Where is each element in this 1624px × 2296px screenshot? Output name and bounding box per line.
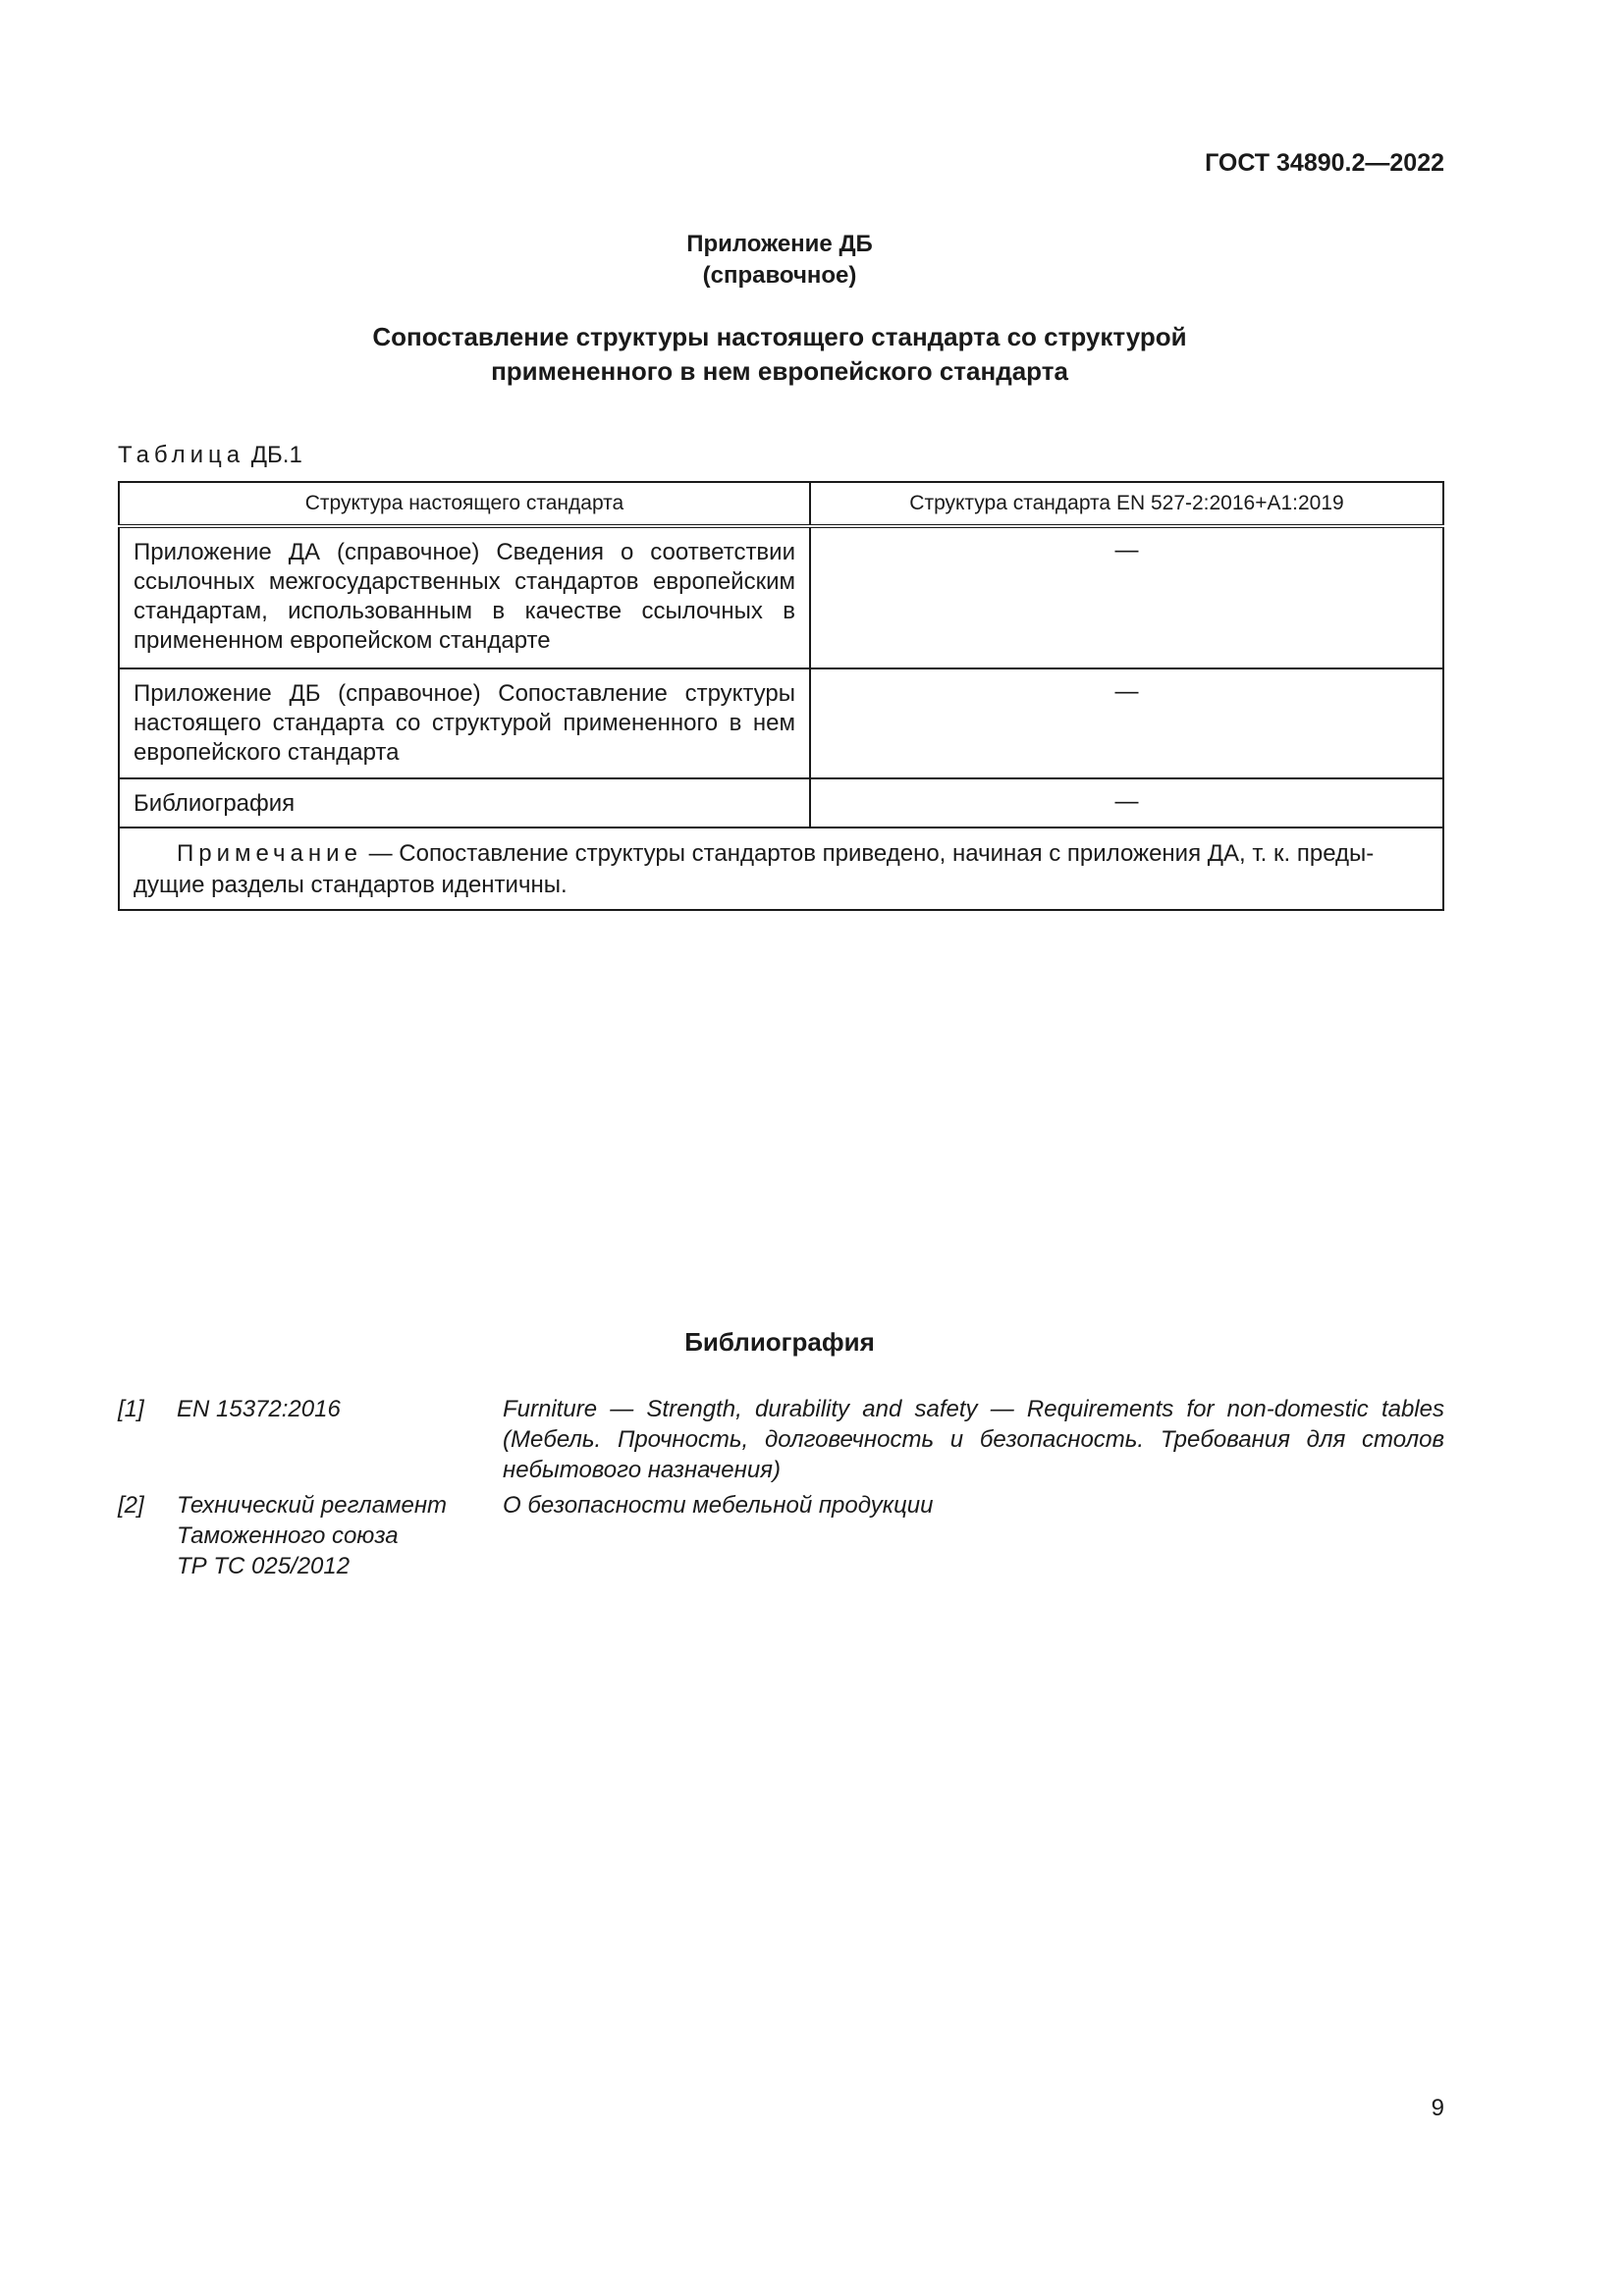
appendix-subtitle: (справочное) bbox=[702, 262, 857, 289]
table-caption-label: Таблица bbox=[118, 442, 245, 468]
bibliography-entry-title: О безопасности мебельной продукции bbox=[503, 1492, 934, 1519]
bibliography-entry-title: Furniture — Strength, durability and safety — Requirements for non-domestic tables (Мебель. Прочность, долговечность и безопасность. Требования для столов небытового назначения) bbox=[503, 1396, 1444, 1483]
table-cell-en: — bbox=[810, 668, 1443, 778]
bibliography-entry bbox=[118, 1490, 1444, 1581]
table-row bbox=[119, 778, 1443, 828]
section-title-line-2: примененного в нем европейского стандарта bbox=[491, 356, 1068, 386]
appendix-heading bbox=[0, 229, 1559, 292]
table-note-row bbox=[119, 828, 1443, 910]
table-header-en-standard: Структура стандарта EN 527-2:2016+A1:2019 bbox=[810, 482, 1443, 526]
bibliography-entry-number: [1] bbox=[118, 1396, 144, 1422]
table-cell-en: — bbox=[810, 778, 1443, 828]
bibliography-entry-reference: Технический регламент Таможенного союза ТР ТС 025/2012 bbox=[177, 1492, 448, 1579]
table-caption bbox=[118, 442, 302, 469]
table-header-row bbox=[119, 482, 1443, 526]
table-cell-current: Приложение ДБ (справочное) Сопоставление структуры настоящего стандарта со структурой примененного в нем европейского стандарта bbox=[119, 668, 810, 778]
table-cell-current: Библиография bbox=[119, 778, 810, 828]
bibliography-entry-number: [2] bbox=[118, 1492, 144, 1519]
table-cell-en: — bbox=[810, 526, 1443, 668]
bibliography-list bbox=[118, 1394, 1444, 1586]
table-row bbox=[119, 526, 1443, 668]
bibliography-entry bbox=[118, 1394, 1444, 1485]
document-code: ГОСТ 34890.2—2022 bbox=[1205, 149, 1444, 177]
structure-comparison-table bbox=[118, 481, 1444, 911]
table-cell-current: Приложение ДА (справочное) Сведения о соответствии ссылочных межгосударственных стандартов европейским стандартам, использованным в качестве ссылочных в примененном европейском стандарте bbox=[119, 526, 810, 668]
table-note-text: — Сопоставление структуры стандартов приведено, начиная с приложения ДА, т. к. предыдущие разделы стандартов идентичны. bbox=[134, 840, 1375, 898]
bibliography-entry-reference: EN 15372:2016 bbox=[177, 1396, 341, 1422]
appendix-title: Приложение ДБ bbox=[686, 231, 873, 257]
table-header-current-standard: Структура настоящего стандарта bbox=[119, 482, 810, 526]
table-caption-number: ДБ.1 bbox=[250, 442, 302, 468]
page-number: 9 bbox=[1431, 2095, 1444, 2121]
table-row bbox=[119, 668, 1443, 778]
bibliography-title: Библиография bbox=[684, 1327, 875, 1357]
table-note bbox=[119, 828, 1443, 910]
table-note-label: Примечание bbox=[177, 840, 362, 867]
section-title bbox=[0, 320, 1559, 389]
section-title-line-1: Сопоставление структуры настоящего стандарта со структурой bbox=[372, 322, 1187, 351]
